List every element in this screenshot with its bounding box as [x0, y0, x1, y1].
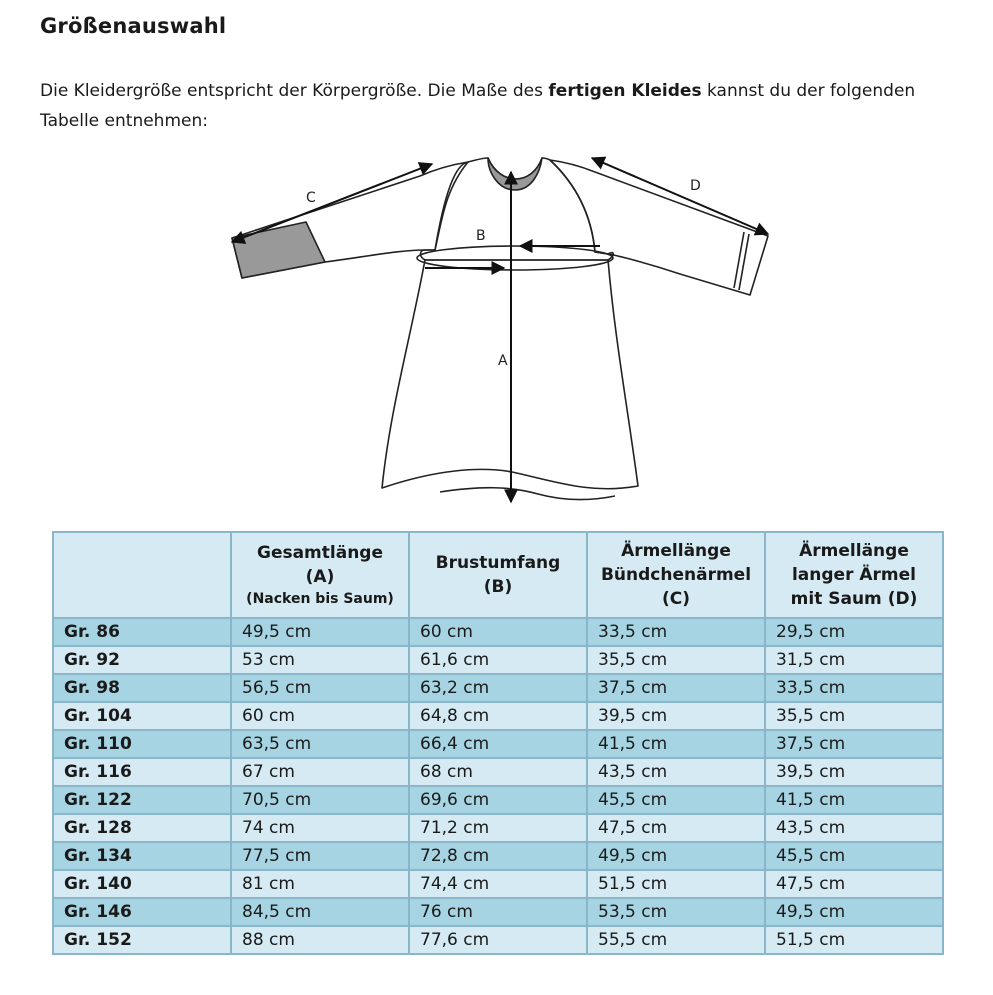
table-row: [53, 814, 943, 842]
header-line: langer Ärmel: [791, 565, 916, 585]
right-sleeve-hem: [734, 232, 749, 290]
cuff-sleeve-cell: 55,5 cm: [587, 926, 765, 954]
length-cell: 49,5 cm: [231, 618, 409, 646]
size-cell: Gr. 110: [53, 730, 231, 758]
chest-cell: 61,6 cm: [409, 646, 587, 674]
header-line: Ärmellänge: [621, 541, 731, 561]
long-sleeve-cell: 35,5 cm: [765, 702, 943, 730]
cuff-sleeve-cell: 51,5 cm: [587, 870, 765, 898]
size-cell: Gr. 116: [53, 758, 231, 786]
header-line: (C): [661, 589, 690, 609]
cuff-sleeve-cell: 47,5 cm: [587, 814, 765, 842]
table-row: [53, 842, 943, 870]
size-cell: Gr. 122: [53, 786, 231, 814]
table-row: [53, 758, 943, 786]
table-row: [53, 898, 943, 926]
size-cell: Gr. 146: [53, 898, 231, 926]
chest-cell: 71,2 cm: [409, 814, 587, 842]
label-d: D: [690, 178, 701, 194]
chest-cell: 76 cm: [409, 898, 587, 926]
table-row: [53, 870, 943, 898]
cuff-sleeve-cell: 49,5 cm: [587, 842, 765, 870]
size-cell: Gr. 134: [53, 842, 231, 870]
long-sleeve-cell: 43,5 cm: [765, 814, 943, 842]
chest-cell: 68 cm: [409, 758, 587, 786]
size-cell: Gr. 140: [53, 870, 231, 898]
size-cell: Gr. 104: [53, 702, 231, 730]
length-cell: 88 cm: [231, 926, 409, 954]
length-cell: 53 cm: [231, 646, 409, 674]
chest-cell: 60 cm: [409, 618, 587, 646]
label-b: B: [476, 228, 486, 244]
long-sleeve-cell: 41,5 cm: [765, 786, 943, 814]
cuff-sleeve-cell: 45,5 cm: [587, 786, 765, 814]
size-cell: Gr. 86: [53, 618, 231, 646]
cuff-sleeve-cell: 43,5 cm: [587, 758, 765, 786]
cuff-sleeve-cell: 35,5 cm: [587, 646, 765, 674]
left-cuff: [232, 222, 325, 278]
long-sleeve-cell: 49,5 cm: [765, 898, 943, 926]
cuff-sleeve-cell: 53,5 cm: [587, 898, 765, 926]
long-sleeve-cell: 31,5 cm: [765, 646, 943, 674]
header-line: Gesamtlänge: [256, 543, 383, 563]
intro-text-1: Die Kleidergröße entspricht der Körpergröße. Die Maße des: [40, 81, 549, 101]
intro-bold: fertigen Kleides: [548, 81, 702, 101]
table-row: [53, 786, 943, 814]
size-cell: Gr. 92: [53, 646, 231, 674]
chest-cell: 66,4 cm: [409, 730, 587, 758]
long-sleeve-cell: 29,5 cm: [765, 618, 943, 646]
bodice: [420, 158, 613, 260]
hem-line: [440, 488, 615, 500]
header-line: (A): [305, 567, 335, 587]
table-row: [53, 926, 943, 954]
label-a: A: [498, 353, 508, 369]
intro-paragraph: [40, 76, 940, 136]
long-sleeve-cell: 51,5 cm: [765, 926, 943, 954]
chest-cell: 63,2 cm: [409, 674, 587, 702]
header-line: mit Saum (D): [790, 589, 918, 609]
long-sleeve-cell: 47,5 cm: [765, 870, 943, 898]
cuff-sleeve-cell: 39,5 cm: [587, 702, 765, 730]
table-row: [53, 618, 943, 646]
label-c: C: [306, 190, 316, 206]
header-brustumfang: [409, 532, 587, 618]
header-sub: (Nacken bis Saum): [246, 591, 394, 607]
chest-ellipse: [417, 246, 613, 270]
long-sleeve-cell: 37,5 cm: [765, 730, 943, 758]
collar: [488, 158, 542, 190]
cuff-sleeve-cell: 41,5 cm: [587, 730, 765, 758]
size-cell: Gr. 128: [53, 814, 231, 842]
header-empty: [53, 532, 231, 618]
table-row: [53, 702, 943, 730]
cuff-sleeve-cell: 33,5 cm: [587, 618, 765, 646]
header-aermellaenge-c: [587, 532, 765, 618]
long-sleeve-cell: 33,5 cm: [765, 674, 943, 702]
chest-cell: 72,8 cm: [409, 842, 587, 870]
header-line: Ärmellänge: [799, 541, 909, 561]
page-title: Größenauswahl: [40, 14, 227, 38]
size-cell: Gr. 98: [53, 674, 231, 702]
header-line: Brustumfang (B): [435, 553, 561, 597]
intro-text-2: kannst du der folgenden Tabelle entnehmen:: [40, 81, 916, 131]
dress-sketch: [220, 150, 780, 520]
length-cell: 60 cm: [231, 702, 409, 730]
long-sleeve-cell: 39,5 cm: [765, 758, 943, 786]
table-row: [53, 674, 943, 702]
chest-cell: 77,6 cm: [409, 926, 587, 954]
length-cell: 67 cm: [231, 758, 409, 786]
chest-cell: 69,6 cm: [409, 786, 587, 814]
arrow-c: [232, 164, 432, 242]
length-cell: 77,5 cm: [231, 842, 409, 870]
length-cell: 70,5 cm: [231, 786, 409, 814]
right-sleeve: [550, 160, 768, 295]
length-cell: 84,5 cm: [231, 898, 409, 926]
length-cell: 56,5 cm: [231, 674, 409, 702]
cuff-sleeve-cell: 37,5 cm: [587, 674, 765, 702]
size-cell: Gr. 152: [53, 926, 231, 954]
length-cell: 63,5 cm: [231, 730, 409, 758]
size-table: [52, 531, 944, 955]
header-gesamtlaenge: [231, 532, 409, 618]
chest-cell: 64,8 cm: [409, 702, 587, 730]
table-row: [53, 730, 943, 758]
chest-cell: 74,4 cm: [409, 870, 587, 898]
length-cell: 81 cm: [231, 870, 409, 898]
table-row: [53, 646, 943, 674]
header-aermellaenge-d: [765, 532, 943, 618]
arrow-d: [592, 158, 768, 234]
length-cell: 74 cm: [231, 814, 409, 842]
long-sleeve-cell: 45,5 cm: [765, 842, 943, 870]
table-header-row: [53, 532, 943, 618]
header-line: Bündchenärmel: [600, 565, 752, 585]
